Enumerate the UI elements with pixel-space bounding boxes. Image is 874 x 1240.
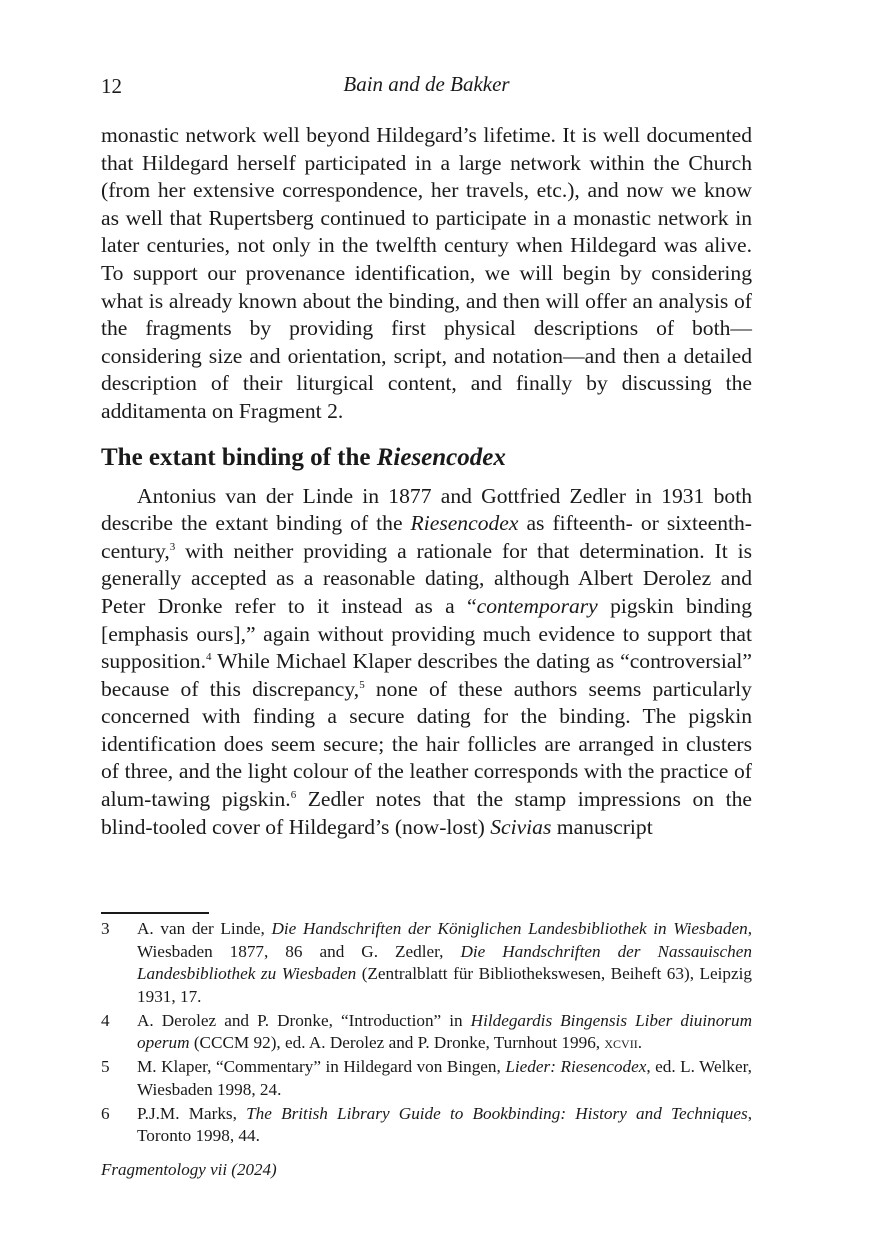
footnote-ref-6[interactable]: 6	[290, 789, 297, 802]
text-span: While Michael Klaper describes the dating as “controversial” because of this discrepancy,	[101, 649, 752, 701]
text-span: , ed. L. Welker, Wiesbaden 1998, 24.	[137, 1057, 752, 1099]
italic-title: Die Handschriften der Nassauischen Landesbibliothek zu Wiesbaden	[137, 941, 752, 983]
text-span: A. Derolez and P. Dronke, “Introduction” in	[137, 1010, 471, 1030]
footnote-ref-5[interactable]: 5	[359, 678, 365, 691]
italic-title: The British Library Guide to Bookbinding: History and Techniques	[246, 1103, 748, 1123]
main-text	[101, 122, 752, 841]
section-heading	[101, 442, 752, 474]
text-span: , Toronto 1998, 44.	[137, 1103, 752, 1145]
text-span: , Wiesbaden 1877, 86 and G. Zedler,	[137, 919, 753, 961]
text-span: with neither providing a rationale for that determination. It is generally accepted as a reasonable dating, although Albert Derolez and Peter Dronke refer to it instead as a “	[101, 538, 752, 618]
text-span: Zedler notes that the stamp impressions on the blind-tooled cover of Hildegard’s (now-lost)	[101, 787, 752, 839]
footnote-number: 4	[101, 1010, 110, 1030]
footnote-text	[137, 1010, 752, 1055]
running-title: Bain and de Bakker	[343, 72, 510, 96]
text-span: (CCCM 92), ed. A. Derolez and P. Dronke, Turnhout 1996,	[189, 1033, 605, 1052]
heading-italic: Riesencodex	[376, 443, 506, 471]
text-span: as fifteenth- or sixteenth-century,	[101, 511, 752, 563]
footnote-text	[137, 1103, 752, 1148]
footnote-5	[101, 1056, 752, 1101]
page-header	[101, 72, 752, 102]
italic-title: Scivias	[490, 814, 552, 839]
text-span: A. van der Linde,	[137, 919, 272, 938]
text-span: .	[637, 1033, 643, 1052]
footnote-number: 5	[101, 1057, 110, 1076]
text-span: manuscript	[551, 814, 653, 839]
footnote-divider	[101, 912, 209, 914]
footnote-ref-3[interactable]: 3	[169, 540, 176, 553]
text-span: M. Klaper, “Commentary” in Hildegard von Bingen,	[137, 1057, 506, 1076]
text-span: P.J.M. Marks,	[137, 1103, 247, 1123]
italic-title: Hildegardis Bingensis Liber diuinorum operum	[137, 1010, 752, 1052]
paragraph-continuation: monastic network well beyond Hildegard’s lifetime. It is well documented that Hildegard herself participated in a large network within the Church (from her extensive correspondence, her travels, etc.), and now we know as well that Rupertsberg continued to participate in a monastic network in later centuries, not only in the twelfth century when Hildegard was alive. To support our provenance identification, we will begin by considering what is already known about the binding, and then will offer an analysis of the fragments by providing first physical descriptions of both—considering size and orientation, script, and notation—and then a detailed description of their liturgical content, and finally by discussing the additamenta on Fragment 2.	[101, 123, 752, 423]
footnote-4	[101, 1010, 752, 1055]
text-span: none of these authors seems particularly concerned with finding a secure dating for the binding. The pigskin identification does seem secure; the hair follicles are arranged in clusters of three, and the light colour of the leather corresponds with the practice of alum-tawing pigskin.	[101, 676, 752, 812]
italic-emphasis: contemporary	[476, 593, 598, 618]
text-span: Antonius van der Linde in 1877 and Gottfried Zedler in 1931 both describe the extant binding of the	[101, 483, 752, 536]
footnote-number: 3	[101, 919, 110, 938]
italic-title: Die Handschriften der Königlichen Landesbibliothek in Wiesbaden	[271, 919, 748, 938]
page-number: 12	[101, 74, 122, 98]
italic-title: Riesencodex	[410, 511, 519, 536]
page-footer: Fragmentology vii (2024)	[101, 1160, 277, 1179]
footnote-ref-4[interactable]: 4	[206, 651, 212, 664]
footnote-text	[137, 918, 752, 1008]
footnote-text	[137, 1056, 752, 1101]
text-span: pigskin binding [emphasis ours],” again without providing much evidence to support that supposition.	[101, 593, 752, 674]
footnote-6	[101, 1103, 752, 1148]
paragraph-binding	[101, 483, 752, 842]
page	[101, 0, 752, 1240]
text-span: (Zentralblatt für Bibliothekswesen, Beiheft 63), Leipzig 1931, 17.	[137, 964, 752, 1006]
footnote-3	[101, 918, 752, 1008]
footnotes	[101, 918, 752, 1149]
italic-title: Lieder: Riesencodex	[505, 1057, 647, 1076]
footnote-number: 6	[101, 1103, 110, 1123]
roman-numeral: xcvii	[604, 1033, 638, 1052]
heading-text: The extant binding of the	[101, 443, 377, 471]
